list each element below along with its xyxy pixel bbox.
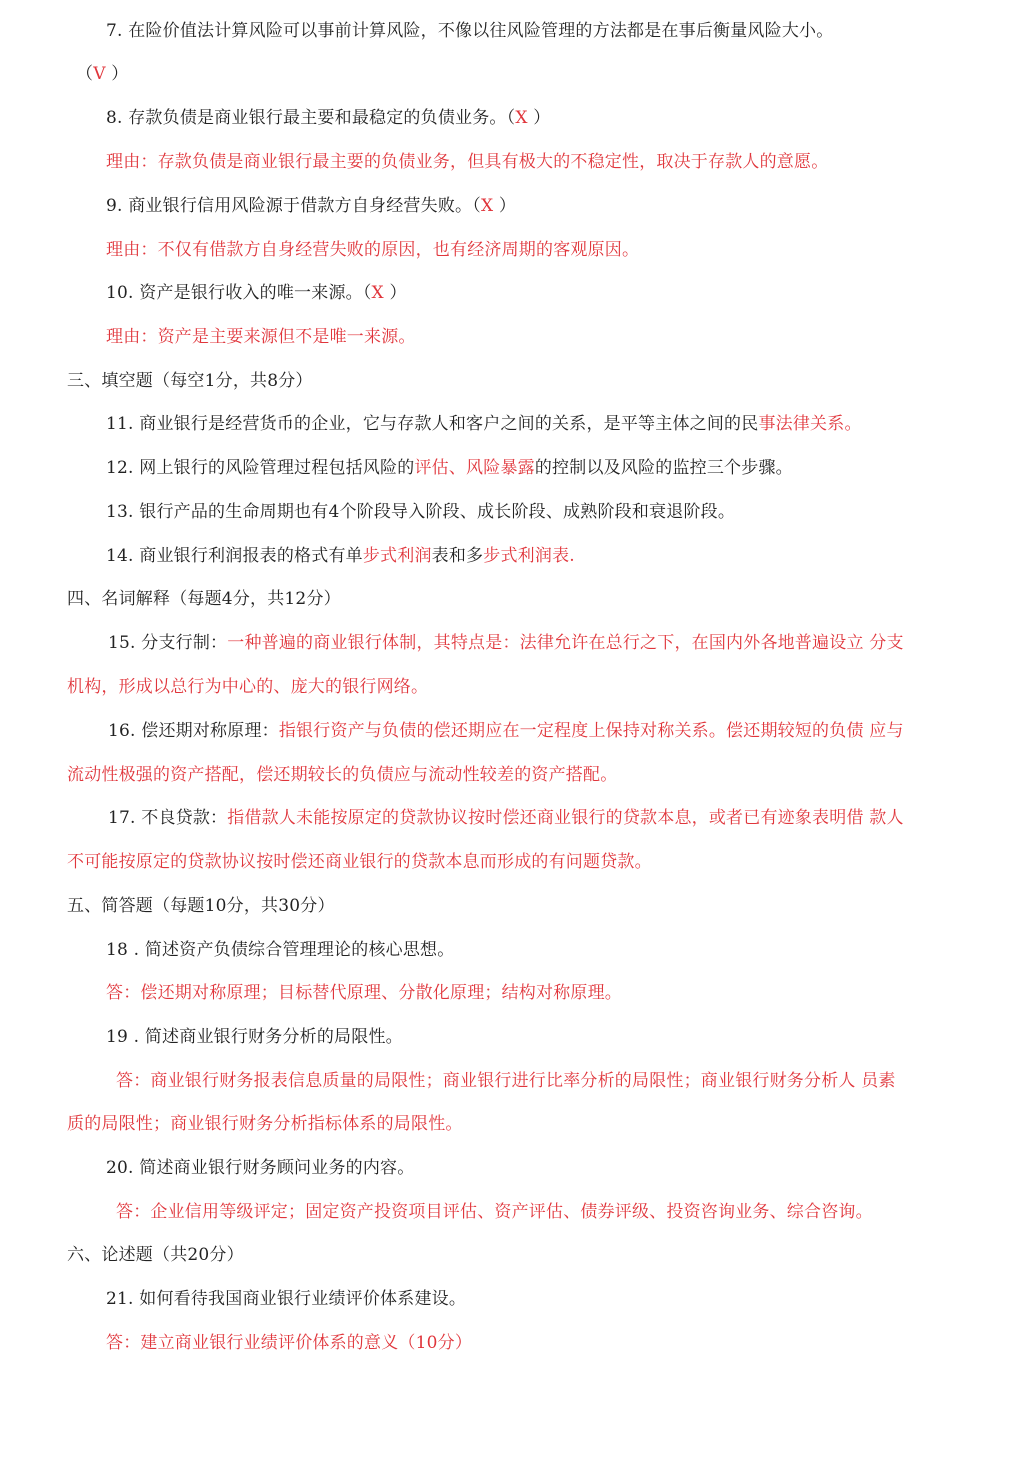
term: 15. 分支行制： <box>108 633 228 653</box>
answer-text: 评估、风险暴露 <box>414 458 535 478</box>
answer-text: 事法律关系。 <box>758 414 862 434</box>
definition: 指银行资产与负债的偿还期应在一定程度上保持对称关系。偿还期较短的负债 应与 <box>278 721 904 741</box>
question-15-line2: 机构，形成以总行为中心的、庞大的银行网络。 <box>67 677 429 697</box>
section-6-heading: 六、论述题（共20分） <box>67 1245 244 1265</box>
section-5-heading: 五、简答题（每题10分，共30分） <box>67 896 335 916</box>
term: 16. 偿还期对称原理： <box>108 721 279 741</box>
question-10: 10. 资产是银行收入的唯一来源。（X ） <box>106 283 407 303</box>
false-mark: X <box>515 108 528 128</box>
question-11: 11. 商业银行是经营货币的企业，它与存款人和客户之间的关系，是平等主体之间的民事法律关系。 <box>106 414 862 434</box>
question-7-line1: 7. 在险价值法计算风险可以事前计算风险，不像以往风险管理的方法都是在事后衡量风险大小。 <box>106 21 834 41</box>
question-9-reason: 理由：不仅有借款方自身经营失败的原因，也有经济周期的客观原因。 <box>106 240 640 260</box>
section-3-heading: 三、填空题（每空1分，共8分） <box>67 371 313 391</box>
question-7-answer: （V ） <box>76 64 129 84</box>
question-13: 13. 银行产品的生命周期也有4个阶段导入阶段、成长阶段、成熟阶段和衰退阶段。 <box>106 502 736 522</box>
question-16-line2: 流动性极强的资产搭配，偿还期较长的负债应与流动性较差的资产搭配。 <box>67 765 618 785</box>
question-10-reason: 理由：资产是主要来源但不是唯一来源。 <box>106 327 416 347</box>
question-21: 21. 如何看待我国商业银行业绩评价体系建设。 <box>106 1289 467 1309</box>
question-19-answer-line2: 质的局限性；商业银行财务分析指标体系的局限性。 <box>67 1114 463 1134</box>
question-21-answer: 答：建立商业银行业绩评价体系的意义（10分） <box>106 1333 473 1353</box>
question-18: 18 . 简述资产负债综合管理理论的核心思想。 <box>106 940 455 960</box>
false-mark: X <box>371 283 384 303</box>
question-19-answer-line1: 答：商业银行财务报表信息质量的局限性；商业银行进行比率分析的局限性；商业银行财务分析人 员素 <box>116 1071 896 1091</box>
question-19: 19 . 简述商业银行财务分析的局限性。 <box>106 1027 403 1047</box>
question-12: 12. 网上银行的风险管理过程包括风险的评估、风险暴露的控制以及风险的监控三个步骤。 <box>106 458 793 478</box>
answer-text: 步式利润 <box>362 546 432 566</box>
definition: 一种普遍的商业银行体制，其特点是：法律允许在总行之下，在国内外各地普遍设立 分支 <box>227 633 904 653</box>
question-8: 8. 存款负债是商业银行最主要和最稳定的负债业务。（X ） <box>106 108 551 128</box>
false-mark: X <box>480 196 494 216</box>
question-15-line1 <box>108 631 904 655</box>
true-mark: V <box>93 64 106 84</box>
question-14: 14. 商业银行利润报表的格式有单步式利润表和多步式利润表. <box>106 546 575 566</box>
question-8-reason: 理由：存款负债是商业银行最主要的负债业务，但具有极大的不稳定性，取决于存款人的意愿。 <box>106 152 829 172</box>
question-17-line1 <box>108 806 904 830</box>
term: 17. 不良贷款： <box>108 808 228 828</box>
question-9: 9. 商业银行信用风险源于借款方自身经营失败。（X ） <box>106 196 517 216</box>
section-4-heading: 四、名词解释（每题4分，共12分） <box>67 589 341 609</box>
answer-text: 步式利润表. <box>483 546 575 566</box>
question-18-answer: 答：偿还期对称原理；目标替代原理、分散化原理；结构对称原理。 <box>106 983 622 1003</box>
question-16-line1 <box>108 719 904 743</box>
question-20: 20. 简述商业银行财务顾问业务的内容。 <box>106 1158 415 1178</box>
question-17-line2: 不可能按原定的贷款协议按时偿还商业银行的贷款本息而形成的有问题贷款。 <box>67 852 652 872</box>
definition: 指借款人未能按原定的贷款协议按时偿还商业银行的贷款本息，或者已有迹象表明借 款人 <box>227 808 904 828</box>
question-20-answer: 答：企业信用等级评定；固定资产投资项目评估、资产评估、债券评级、投资咨询业务、综合咨询。 <box>116 1202 873 1222</box>
